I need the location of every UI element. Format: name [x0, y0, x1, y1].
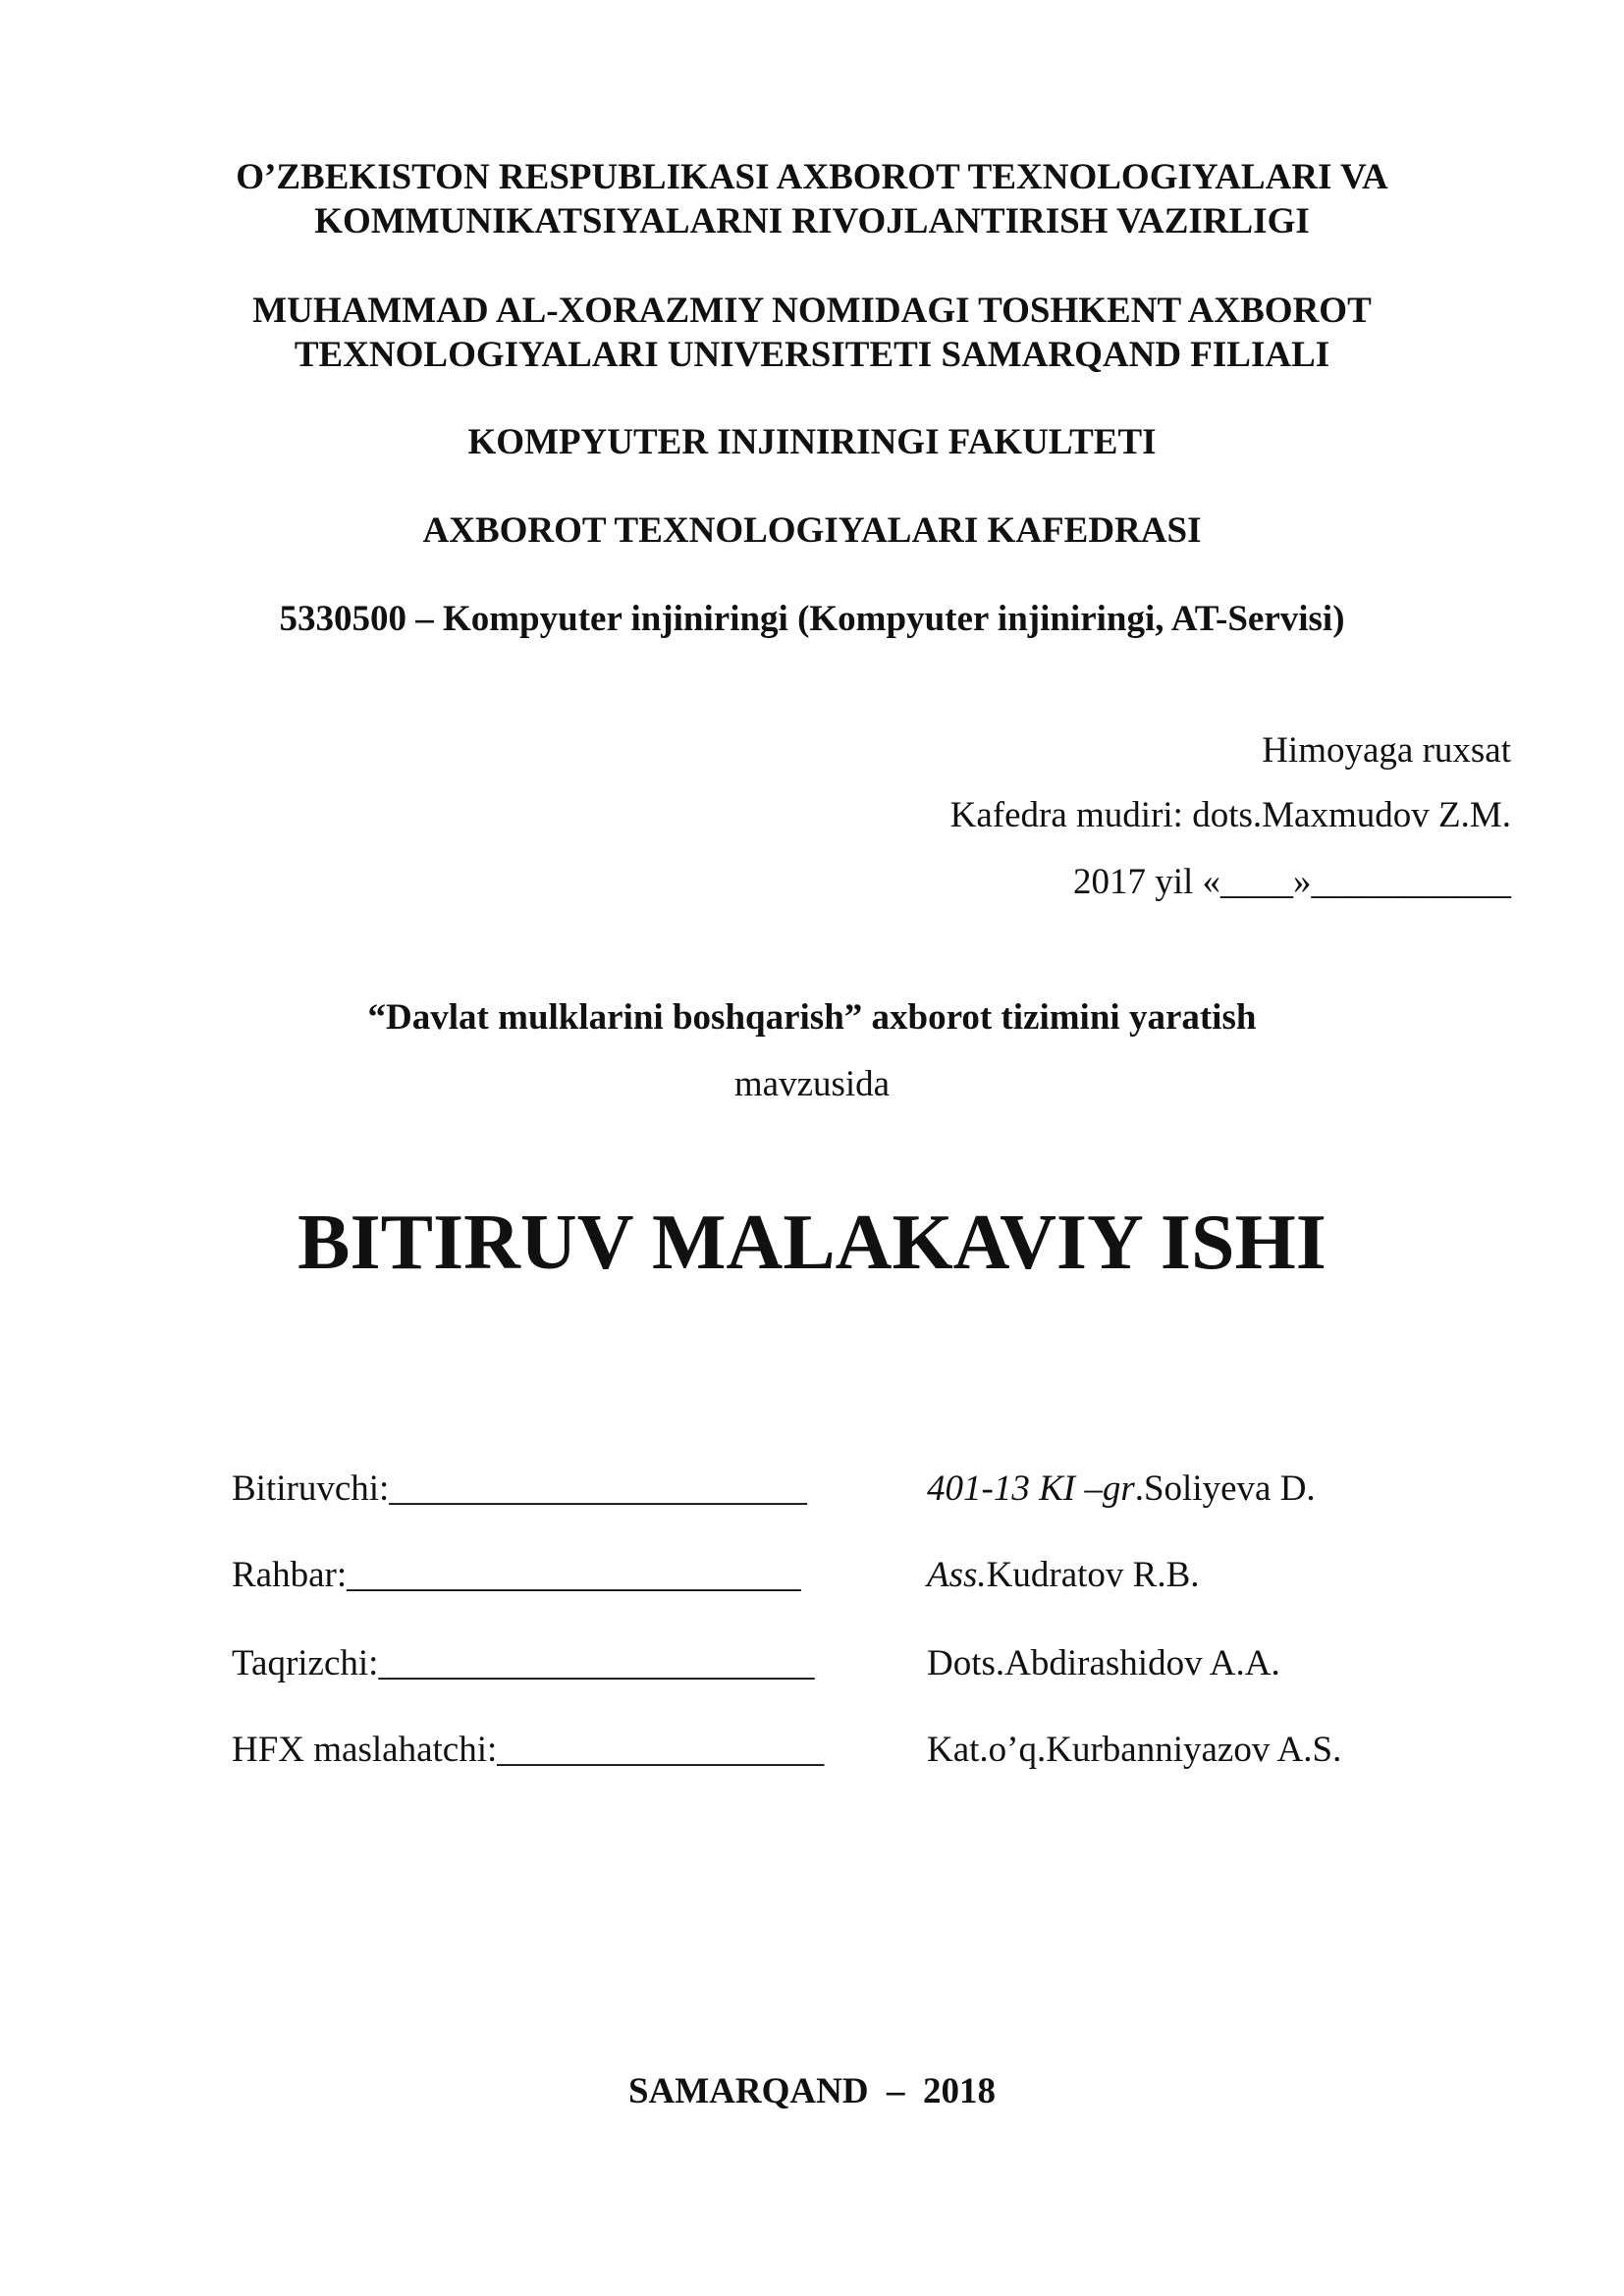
signature-value-reviewer	[927, 1641, 1280, 1685]
department-heading-text: AXBOROT TEXNOLOGIYALARI KAFEDRASI	[422, 510, 1202, 551]
footer-city-year: SAMARQAND – 2018	[627, 2071, 997, 2111]
signature-label-safety-consultant: HFX maslahatchi:__________________	[232, 1730, 825, 1770]
faculty-heading	[0, 420, 1624, 464]
ministry-heading-line-1: O’ZBEKISTON RESPUBLIKASI AXBOROT TEXNOLOGIYALARI VA	[236, 157, 1388, 197]
signature-value-safety-consultant-name: Kat.o’q.Kurbanniyazov A.S.	[927, 1730, 1342, 1770]
specialty-heading-text: 5330500 – Kompyuter injiniringi (Kompyuter injiniringi, AT-Servisi)	[279, 599, 1345, 639]
topic-title: “Davlat mulklarini boshqarish” axborot tizimini yaratish	[367, 997, 1257, 1038]
signature-value-graduate-group: 401-13 KI –gr	[927, 1468, 1135, 1509]
department-heading	[0, 508, 1624, 553]
signature-value-supervisor	[927, 1553, 1200, 1597]
university-heading-line-1: MUHAMMAD AL-XORAZMIY NOMIDAGI TOSHKENT AXBOROT	[252, 291, 1372, 331]
ministry-heading-line-2: KOMMUNIKATSIYALARNI RIVOJLANTIRISH VAZIRLIGI	[314, 201, 1310, 241]
university-heading	[0, 289, 1624, 377]
approval-line-2: Kafedra mudiri: dots.Maxmudov Z.M.	[949, 795, 1511, 835]
signature-value-supervisor-title: Ass.	[927, 1555, 987, 1595]
signature-label-reviewer: Taqrizchi:________________________	[232, 1643, 815, 1683]
signature-label-graduate: Bitiruvchi:_______________________	[232, 1468, 807, 1509]
faculty-heading-text: KOMPYUTER INJINIRINGI FAKULTETI	[467, 422, 1157, 462]
topic-suffix: mavzusida	[733, 1064, 891, 1104]
ministry-heading	[0, 155, 1624, 243]
signature-value-supervisor-name: Kudratov R.B.	[986, 1555, 1200, 1595]
signature-label-supervisor: Rahbar:_________________________	[232, 1555, 801, 1595]
main-title: BITIRUV MALAKAVIY ISHI	[298, 1200, 1326, 1286]
signature-value-graduate	[927, 1467, 1316, 1511]
university-heading-line-2: TEXNOLOGIYALARI UNIVERSITETI SAMARQAND FILIALI	[294, 335, 1330, 375]
approval-line-3: 2017 yil «____»___________	[1072, 862, 1511, 902]
signature-value-graduate-name: .Soliyeva D.	[1134, 1468, 1316, 1509]
signature-value-safety-consultant	[927, 1728, 1341, 1772]
specialty-heading	[0, 597, 1624, 641]
approval-line-1: Himoyaga ruxsat	[1262, 730, 1511, 771]
signature-value-reviewer-name: Dots.Abdirashidov A.A.	[927, 1643, 1280, 1683]
